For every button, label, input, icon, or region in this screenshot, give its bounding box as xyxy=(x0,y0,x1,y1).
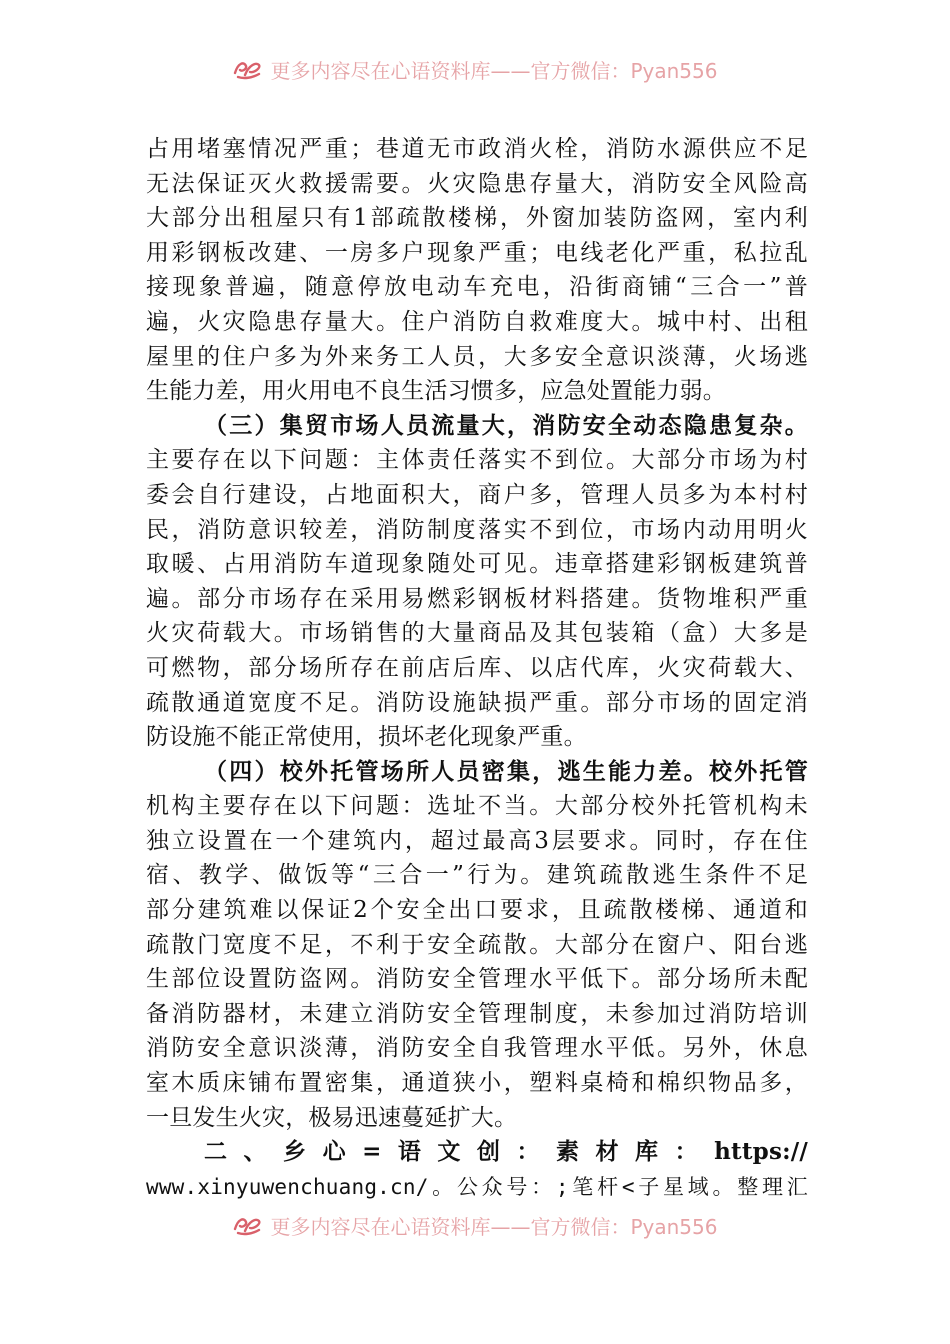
body-line: 火灾荷载大。市场销售的大量商品及其包装箱（盒）大多是 xyxy=(146,620,808,647)
body-line: 防设施不能正常使用，损坏老化现象严重。 xyxy=(146,724,587,751)
signature-logo-icon xyxy=(232,57,262,81)
footer-watermark xyxy=(0,1208,950,1242)
body-line: 一旦发生火灾，极易迅速蔓延扩大。 xyxy=(146,1104,518,1131)
document-body xyxy=(146,132,808,1204)
body-line: 疏散门宽度不足，不利于安全疏散。大部分在窗户、阳台逃 xyxy=(146,931,808,958)
body-line: 占用堵塞情况严重；巷道无市政消火栓，消防水源供应不足 xyxy=(146,136,808,162)
section-heading-2: 二、乡心=语文创：素材库：https:// xyxy=(204,1138,808,1166)
watermark-text: 更多内容尽在心语资料库——官方微信：Pyan556 xyxy=(270,1214,718,1239)
body-line: 无法保证灭火救援需要。火灾隐患存量大，消防安全风险高 xyxy=(146,170,808,197)
body-line: 委会自行建设，占地面积大，商户多，管理人员多为本村村 xyxy=(146,481,808,508)
body-line: 备消防器材，未建立消防安全管理制度，未参加过消防培训 xyxy=(146,1000,808,1027)
header-watermark xyxy=(0,52,950,86)
body-line: 取暖、占用消防车道现象随处可见。违章搭建彩钢板建筑普 xyxy=(146,551,808,578)
body-line: 疏散通道宽度不足。消防设施缺损严重。部分市场的固定消 xyxy=(146,689,808,716)
body-line: 主要存在以下问题：主体责任落实不到位。大部分市场为村 xyxy=(146,447,808,474)
signature-logo-icon xyxy=(232,1213,262,1237)
body-line: 用彩钢板改建、一房多户现象严重；电线老化严重，私拉乱 xyxy=(146,239,808,266)
body-line: 屋里的住户多为外来务工人员，大多安全意识淡薄，火场逃 xyxy=(146,343,808,370)
body-line: 大部分出租屋只有1部疏散楼梯，外窗加装防盗网，室内利 xyxy=(146,205,808,232)
body-line: 机构主要存在以下问题：选址不当。大部分校外托管机构未 xyxy=(146,793,808,820)
body-line: 生能力差，用火用电不良生活习惯多，应急处置能力弱。 xyxy=(146,378,726,405)
body-line: 可燃物，部分场所存在前店后库、以店代库，火灾荷载大、 xyxy=(146,654,808,681)
body-line: 接现象普遍，随意停放电动车充电，沿街商铺“三合一”普 xyxy=(146,274,808,301)
body-line: 独立设置在一个建筑内，超过最高3层要求。同时，存在住 xyxy=(146,827,808,854)
body-line-url: www.xinyuwenchuang.cn/。公众号：;笔杆<子星域。整理汇 xyxy=(146,1174,808,1199)
body-line: 室木质床铺布置密集，通道狭小，塑料桌椅和棉织物品多， xyxy=(146,1070,808,1097)
body-line: 遍。部分市场存在采用易燃彩钢板材料搭建。货物堆积严重 xyxy=(146,585,808,612)
body-line: 部分建筑难以保证2个安全出口要求，且疏散楼梯、通道和 xyxy=(146,897,808,924)
body-line: 消防安全意识淡薄，消防安全自我管理水平低。另外，休息 xyxy=(146,1035,808,1062)
body-line: 生部位设置防盗网。消防安全管理水平低下。部分场所未配 xyxy=(146,966,808,993)
section-heading-4: （四）校外托管场所人员密集，逃生能力差。校外托管 xyxy=(204,757,808,785)
body-line: 民，消防意识较差，消防制度落实不到位，市场内动用明火 xyxy=(146,516,808,543)
watermark-text: 更多内容尽在心语资料库——官方微信：Pyan556 xyxy=(270,58,718,83)
section-heading-3: （三）集贸市场人员流量大，消防安全动态隐患复杂。 xyxy=(204,411,808,439)
body-line: 宿、教学、做饭等“三合一”行为。建筑疏散逃生条件不足 xyxy=(146,862,808,889)
body-line: 遍，火灾隐患存量大。住户消防自救难度大。城中村、出租 xyxy=(146,308,808,335)
